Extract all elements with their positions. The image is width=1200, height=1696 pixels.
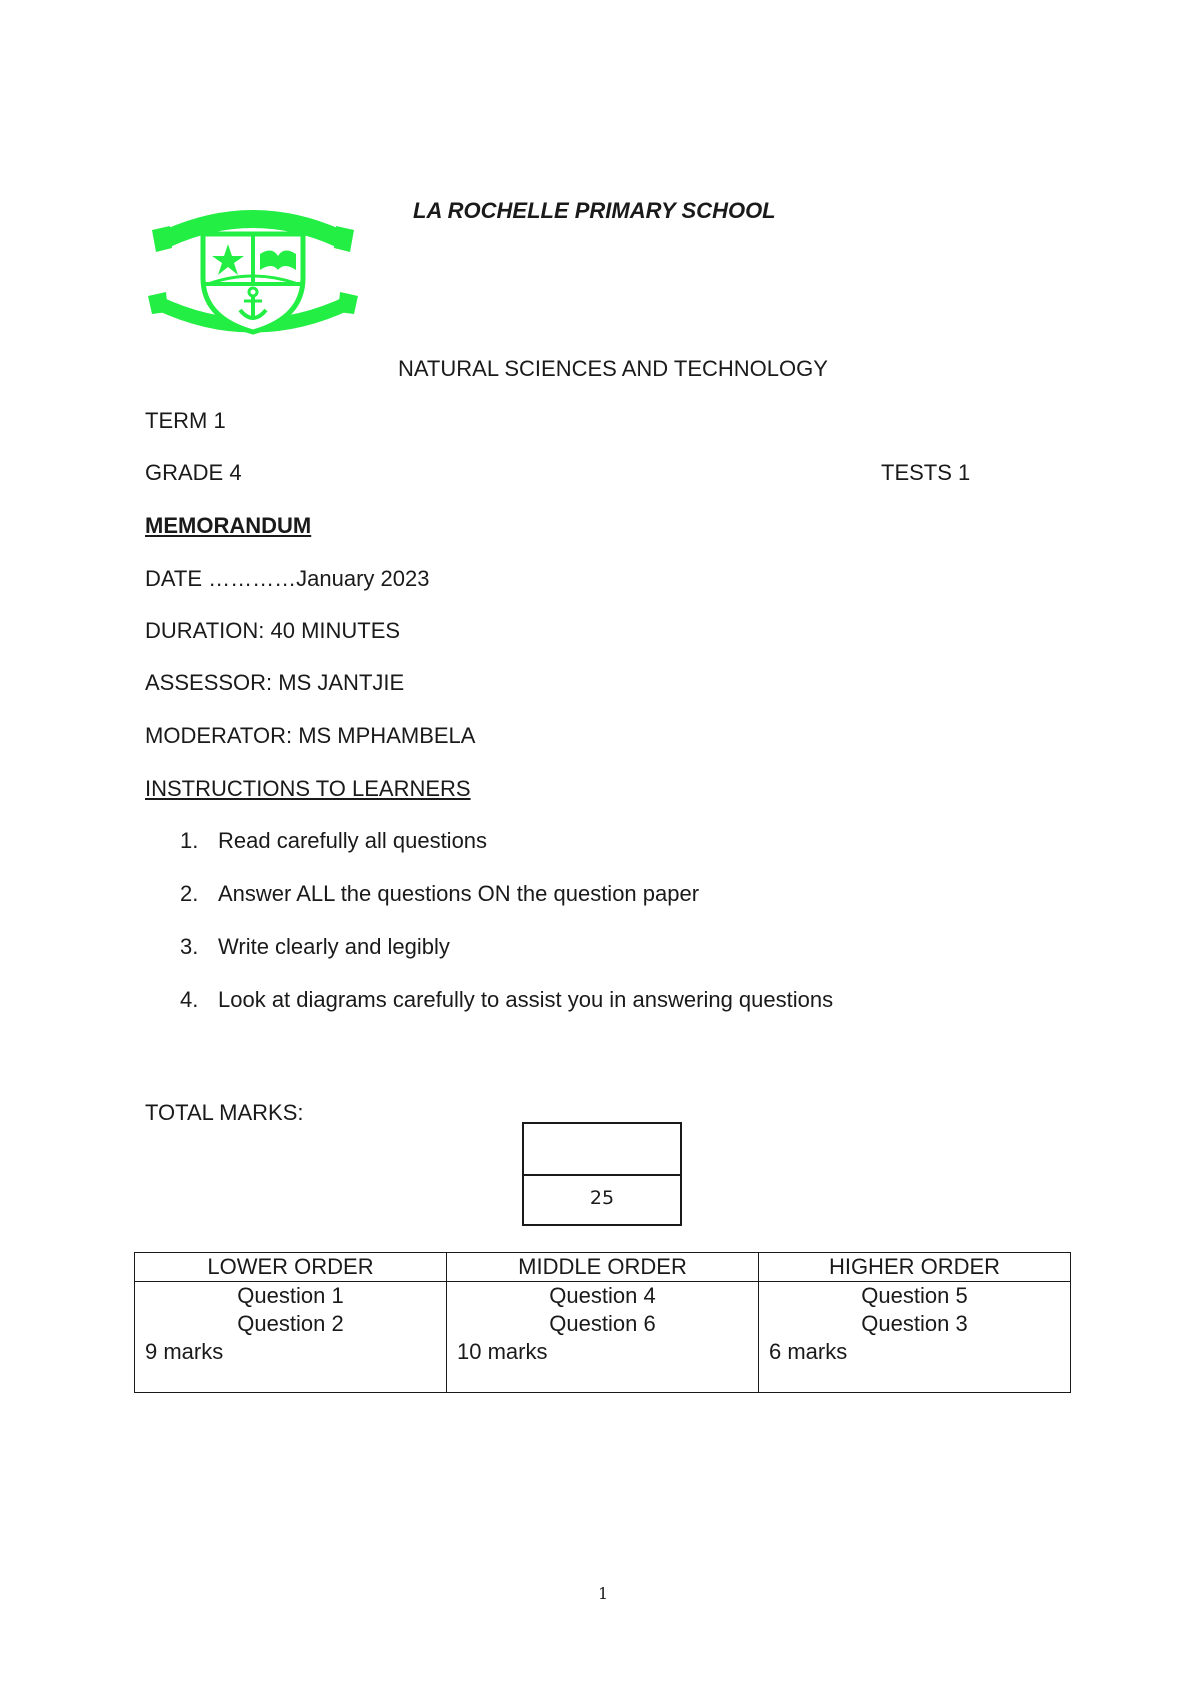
marks-value: 6 marks [769, 1339, 848, 1364]
table-cell-higher-order [759, 1282, 1071, 1393]
total-marks-label: TOTAL MARKS: [145, 1100, 304, 1125]
list-item-number: 4. [180, 987, 199, 1012]
list-item-text: Answer ALL the questions ON the question paper [218, 881, 700, 906]
list-item-text: Read carefully all questions [218, 828, 488, 853]
total-marks-box [522, 1122, 682, 1226]
total-marks-value: 25 [589, 1187, 615, 1209]
question-order-table [134, 1252, 1071, 1393]
table-cell-lower-order [135, 1282, 447, 1393]
memorandum-heading: MEMORANDUM [145, 513, 312, 538]
instructions-heading: INSTRUCTIONS TO LEARNERS [145, 776, 471, 801]
duration-line: DURATION: 40 MINUTES [145, 618, 401, 643]
tests-label: TESTS 1 [881, 460, 971, 485]
grade-label: GRADE 4 [145, 460, 242, 485]
question-label: Question 2 [237, 1311, 344, 1336]
date-line: DATE …………January 2023 [145, 566, 430, 591]
marks-divider [524, 1174, 680, 1176]
table-row [135, 1282, 1071, 1393]
column-header-lower-order: LOWER ORDER [135, 1253, 447, 1282]
marks-value: 9 marks [145, 1339, 224, 1364]
question-label: Question 4 [549, 1283, 656, 1308]
page-number: 1 [598, 1584, 609, 1603]
table-cell-middle-order [447, 1282, 759, 1393]
table-header-row [135, 1253, 1071, 1282]
question-label: Question 6 [549, 1311, 656, 1336]
subject-title: NATURAL SCIENCES AND TECHNOLOGY [398, 356, 828, 381]
school-name: LA ROCHELLE PRIMARY SCHOOL [413, 198, 776, 223]
list-item-text: Write clearly and legibly [218, 934, 450, 959]
list-item-number: 3. [180, 934, 199, 959]
list-item-text: Look at diagrams carefully to assist you in answering questions [218, 987, 834, 1012]
column-header-middle-order: MIDDLE ORDER [447, 1253, 759, 1282]
marks-value: 10 marks [457, 1339, 548, 1364]
school-crest-logo [148, 208, 358, 344]
assessor-line: ASSESSOR: MS JANTJIE [145, 670, 405, 695]
question-label: Question 1 [237, 1283, 344, 1308]
list-item-number: 2. [180, 881, 199, 906]
question-label: Question 5 [861, 1283, 968, 1308]
list-item-number: 1. [180, 828, 199, 853]
term-label: TERM 1 [145, 408, 226, 433]
column-header-higher-order: HIGHER ORDER [759, 1253, 1071, 1282]
moderator-line: MODERATOR: MS MPHAMBELA [145, 723, 476, 748]
question-label: Question 3 [861, 1311, 968, 1336]
